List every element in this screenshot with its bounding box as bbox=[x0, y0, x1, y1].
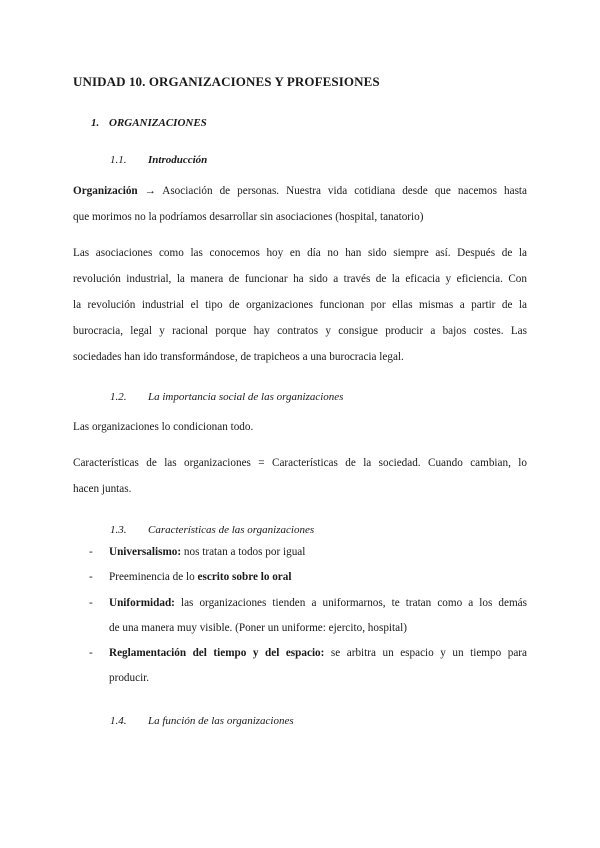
list-item bbox=[73, 641, 527, 691]
subsection-heading-caracteristicas bbox=[110, 524, 430, 540]
paragraph-line: Características de las organizaciones = Características de la sociedad. Cuando cambian, lo bbox=[73, 457, 527, 469]
subsection-number: 1.4. bbox=[110, 715, 127, 727]
paragraph-line: Las asociaciones como las conocemos hoy en día no han sido siempre así. Después de la bbox=[73, 247, 527, 259]
bullet-text: las organizaciones tienden a uniformarnos, te tratan como a los demás bbox=[174, 597, 527, 609]
bullet-dash: - bbox=[89, 647, 93, 659]
section-title: ORGANIZACIONES bbox=[109, 117, 207, 129]
subsection-number: 1.2. bbox=[110, 391, 127, 403]
bullet-text-line-2: de una manera muy visible. (Poner un uniforme: ejercito, hospital) bbox=[109, 622, 407, 634]
paragraph-line: revolución industrial, la manera de funcionar ha sido a través de la eficacia y eficiencia. Con bbox=[73, 273, 527, 285]
bullet-text: se arbitra un espacio y un tiempo para bbox=[324, 647, 527, 659]
paragraph-asociaciones bbox=[73, 240, 527, 370]
paragraph-line: la revolución industrial el tipo de organizaciones funcionan por ellas mismas a partir de la bbox=[73, 299, 527, 311]
paragraph-line: hacen juntas. bbox=[73, 483, 132, 495]
definition-term: Organización bbox=[73, 185, 138, 197]
bullet-text: Preeminencia de lo bbox=[109, 571, 198, 583]
unit-title: UNIDAD 10. ORGANIZACIONES Y PROFESIONES bbox=[73, 74, 380, 89]
subsection-heading-funcion bbox=[110, 715, 430, 731]
bullet-text: nos tratan a todos por igual bbox=[181, 546, 306, 558]
paragraph-caracteristicas-sociedad bbox=[73, 450, 527, 502]
bullet-text-line-2: producir. bbox=[109, 672, 150, 684]
subsection-heading-introduccion bbox=[110, 154, 410, 170]
bullet-term: Uniformidad: bbox=[109, 597, 175, 609]
section-number: 1. bbox=[91, 117, 100, 129]
paragraph-condicionan bbox=[73, 414, 527, 440]
bullet-dash: - bbox=[89, 597, 93, 609]
subsection-heading-importancia bbox=[110, 391, 430, 407]
list-item bbox=[73, 591, 527, 641]
definition-paragraph bbox=[73, 178, 527, 230]
definition-text: Asociación de personas. Nuestra vida cotidiana desde que nacemos hasta bbox=[162, 185, 528, 197]
subsection-title: Características de las organizaciones bbox=[148, 524, 315, 536]
list-item bbox=[73, 540, 527, 565]
bullet-term: Universalismo: bbox=[109, 546, 182, 558]
subsection-number: 1.1. bbox=[110, 154, 127, 166]
list-item bbox=[73, 565, 527, 590]
paragraph-line: burocracia, legal y racional porque hay contratos y consigue producir a bajos costes. Las bbox=[73, 325, 527, 337]
bullet-term: escrito sobre lo oral bbox=[197, 571, 292, 583]
subsection-number: 1.3. bbox=[110, 524, 127, 536]
definition-text-line-2: que morimos no la podríamos desarrollar sin asociaciones (hospital, tanatorio) bbox=[73, 211, 424, 223]
bullet-dash: - bbox=[89, 546, 93, 558]
subsection-title: La importancia social de las organizaciones bbox=[148, 391, 344, 403]
paragraph-line: sociedades han ido transformándose, de trapicheos a una burocracia legal. bbox=[73, 351, 404, 363]
subsection-title: Introducción bbox=[148, 154, 208, 166]
arrow-glyph: → bbox=[144, 185, 156, 197]
bullet-dash: - bbox=[89, 571, 93, 583]
bullet-term: Reglamentación del tiempo y del espacio: bbox=[109, 647, 325, 659]
paragraph-line: Las organizaciones lo condicionan todo. bbox=[73, 421, 254, 433]
subsection-title: La función de las organizaciones bbox=[148, 715, 294, 727]
section-heading-organizaciones bbox=[91, 117, 207, 129]
